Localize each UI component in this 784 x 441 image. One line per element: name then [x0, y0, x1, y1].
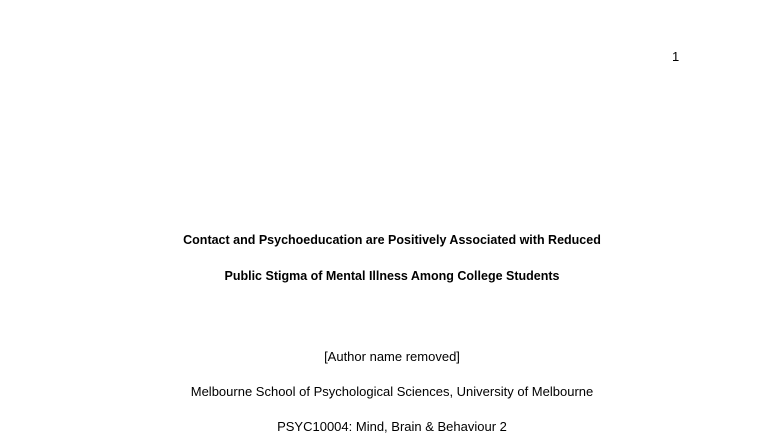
course-name: PSYC10004: Mind, Brain & Behaviour 2 [277, 419, 507, 434]
author-name: [Author name removed] [324, 349, 460, 364]
affiliation: Melbourne School of Psychological Sciences, University of Melbourne [190, 384, 594, 399]
title-line-1: Contact and Psychoeducation are Positively Associated with Reduced [183, 233, 601, 247]
page-number: 1 [672, 49, 680, 64]
title-line-2: Public Stigma of Mental Illness Among College Students [224, 269, 560, 283]
